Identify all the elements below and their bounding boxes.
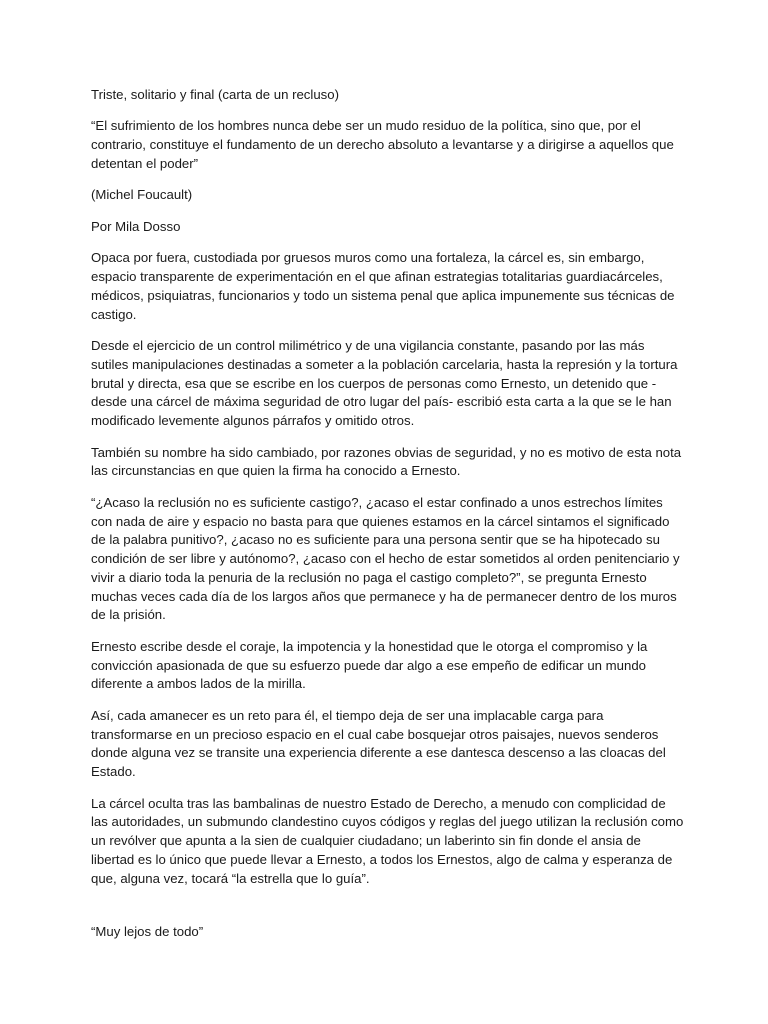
section-heading: “Muy lejos de todo” — [91, 923, 204, 939]
body-paragraph: Ernesto escribe desde el coraje, la impotencia y la honestidad que le otorga el compromiso y la convicción apasionada de que su esfuerzo puede dar algo a ese empeño de edificar un mundo diferente a ambos lados de la mirilla. — [91, 638, 648, 692]
document-title: Triste, solitario y final (carta de un recluso) — [91, 87, 339, 102]
body-paragraph: Así, cada amanecer es un reto para él, el tiempo deja de ser una implacable carga para transformarse en un precioso espacio en el cual cabe bosquejar otros paisajes, nuevos senderos donde alguna vez se transite una experiencia diferente a ese dantesca descenso a las cloacas del Estado. — [91, 707, 666, 780]
byline: Por Mila Dosso — [91, 218, 181, 234]
document-body — [91, 86, 685, 954]
epigraph-attribution: (Michel Foucault) — [91, 187, 193, 203]
body-paragraph: Desde el ejercicio de un control milimétrico y de una vigilancia constante, pasando por las más sutiles manipulaciones destinadas a someter a la población carcelaria, hasta la represión y la tortura brutal y directa, esa que se escribe en los cuerpos de personas como Ernesto, un detenido que -desde una cárcel de máxima seguridad de otro lugar del país- escribió esta carta a la que se le han modificado levemente algunos párrafos y omitido otros. — [91, 337, 678, 429]
epigraph-quote: “El sufrimiento de los hombres nunca debe ser un mudo residuo de la política, sino que, por el contrario, constituye el fundamento de un derecho absoluto a levantarse y a dirigirse a aquellos que detentan el poder” — [91, 118, 674, 171]
body-paragraph: “¿Acaso la reclusión no es suficiente castigo?, ¿acaso el estar confinado a unos estrechos límites con nada de aire y espacio no basta para que quienes estamos en la cárcel sintamos el significado de la palabra punitivo?, ¿acaso no es suficiente para una persona sentir que se ha hipotecado su condición de ser libre y autónomo?, ¿acaso con el hecho de estar sometidos al orden penitenciario y vivir a diario toda la penuria de la reclusión no paga el castigo completo?”, se pregunta Ernesto muchas veces cada día de los largos años que permanece y ha de permanecer dentro de los muros de la prisión. — [91, 494, 680, 623]
body-paragraph: La cárcel oculta tras las bambalinas de nuestro Estado de Derecho, a menudo con complicidad de las autoridades, un submundo clandestino cuyos códigos y reglas del juego utilizan la reclusión como un revólver que apunta a la sien de cualquier ciudadano; un laberinto sin fin donde el ansia de libertad es lo único que puede llevar a Ernesto, a todos los Ernestos, algo de calma y esperanza de que, alguna vez, tocará “la estrella que lo guía”. — [91, 795, 684, 886]
body-paragraph: También su nombre ha sido cambiado, por razones obvias de seguridad, y no es motivo de esta nota las circunstancias en que quien la firma ha conocido a Ernesto. — [91, 444, 682, 479]
body-paragraph: Opaca por fuera, custodiada por gruesos muros como una fortaleza, la cárcel es, sin embargo, espacio transparente de experimentación en el que afinan estrategias totalitarias guardiacárceles, médicos, psiquiatras, funcionarios y todo un sistema penal que aplica impunemente sus técnicas de castigo. — [91, 250, 675, 322]
